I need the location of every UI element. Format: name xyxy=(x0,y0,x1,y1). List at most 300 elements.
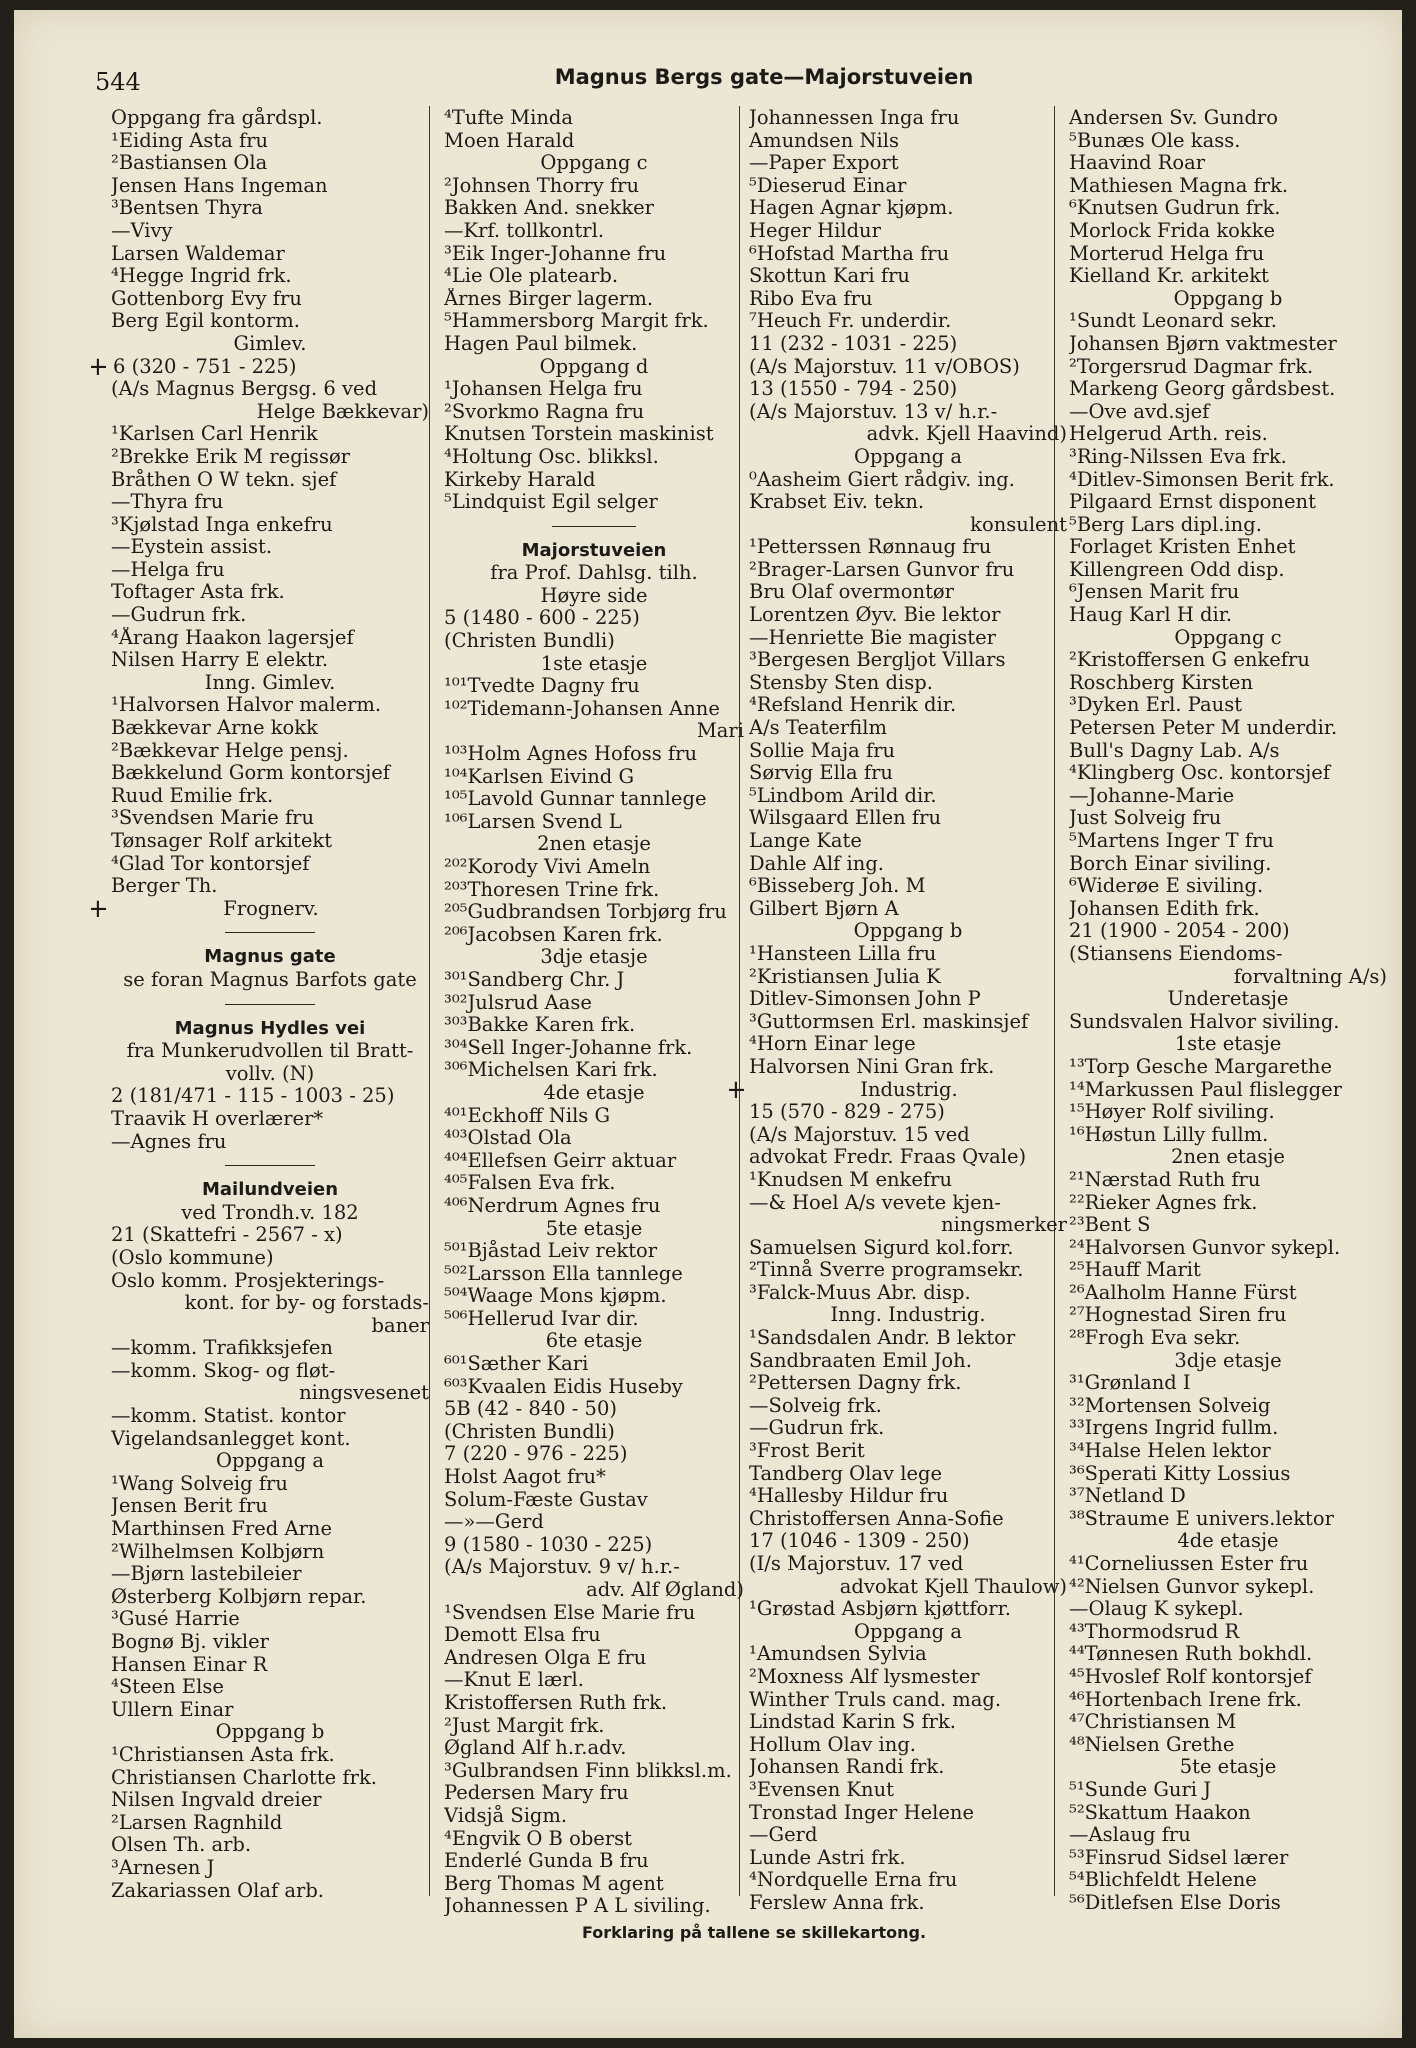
listing-line: ³⁰⁴Sell Inger-Johanne frk. xyxy=(444,1036,693,1059)
listing-line: Enderlé Gunda B fru xyxy=(444,1850,649,1873)
listing-line: ⁴Årang Haakon lagersjef xyxy=(111,626,354,649)
listing-line: Johansen Bjørn vaktmester xyxy=(1069,332,1337,355)
listing-line: ³Svendsen Marie fru xyxy=(111,807,315,830)
listing-line: ³⁶Sperati Kitty Lossius xyxy=(1069,1462,1291,1485)
listing-line: Halvorsen Nini Gran frk. xyxy=(749,1055,995,1078)
listing-line: ⁴⁰³Olstad Ola xyxy=(444,1127,572,1150)
listing-line: ²Johnsen Thorry fru xyxy=(444,174,640,197)
listing-line: Nilsen Harry E elektr. xyxy=(111,649,329,672)
listing-line: ³Dyken Erl. Paust xyxy=(1069,694,1243,717)
listing-line: Forlaget Kristen Enhet xyxy=(1069,536,1296,559)
listing-line: ³⁸Straume E univers.lektor xyxy=(1069,1507,1334,1530)
listing-line: Berg Egil kontorm. xyxy=(111,310,300,333)
listing-line: 13 (1550 - 794 - 250) xyxy=(749,378,958,401)
listing-line: Hansen Einar R xyxy=(111,1653,268,1676)
listing-line: Hagen Paul bilmek. xyxy=(444,332,638,355)
subheading-line: 4de etasje xyxy=(543,1081,645,1104)
listing-line: ¹⁰²Tidemann-Johansen Anne xyxy=(444,697,720,720)
listing-line: Lorentzen Øyv. Bie lektor xyxy=(749,604,1001,627)
listing-line: ²Brager-Larsen Gunvor fru xyxy=(749,558,1015,581)
listing-line: + 6 (320 - 751 - 225) xyxy=(91,356,429,379)
listing-line: Gilbert Bjørn A xyxy=(749,897,899,920)
subheading-line: Oppgang a xyxy=(216,1450,324,1473)
subheading-line: Oppgang a xyxy=(854,1620,962,1643)
listing-line: Bakken And. snekker xyxy=(444,197,655,220)
listing-line: 7 (220 - 976 - 225) xyxy=(444,1443,628,1466)
listing-line: ⁴Tufte Minda xyxy=(444,107,574,129)
listing-line: Kielland Kr. arkitekt xyxy=(1069,265,1269,288)
listing-line: Skottun Kari fru xyxy=(749,265,910,288)
listing-line: ⁴Engvik O B oberst xyxy=(444,1827,633,1850)
listing-line: ⁵Dieserud Einar xyxy=(749,174,907,197)
listing-line: Tronstad Inger Helene xyxy=(749,1801,975,1824)
listing-line: —Solveig frk. xyxy=(749,1394,882,1417)
listing-line: —Vivy xyxy=(111,219,173,242)
listing-line: Lange Kate xyxy=(749,830,862,852)
listing-line: ⁴⁰¹Eckhoff Nils G xyxy=(444,1104,611,1127)
listing-line: Nilsen Ingvald dreier xyxy=(111,1789,322,1812)
listing-line: ⁴Klingberg Osc. kontorsjef xyxy=(1069,762,1331,785)
listing-line: ⁴⁰⁶Nerdrum Agnes fru xyxy=(444,1194,661,1217)
listing-line: Andersen Sv. Gundro xyxy=(1069,107,1278,129)
listing-line: —Eystein assist. xyxy=(111,536,273,559)
listing-line: Petersen Peter M underdir. xyxy=(1069,717,1338,740)
listing-line: Wilsgaard Ellen fru xyxy=(749,807,942,830)
listing-line: ¹⁰³Holm Agnes Hofoss fru xyxy=(444,743,698,766)
listing-line: Kirkeby Harald xyxy=(444,468,596,491)
listing-line: —& Hoel A/s vevete kjen- xyxy=(749,1191,1001,1214)
listing-line: ⁴Lie Ole platearb. xyxy=(444,265,619,288)
listing-line: ⁴⁷Christiansen M xyxy=(1069,1711,1237,1734)
listing-line: ¹⁵Høyer Rolf siviling. xyxy=(1069,1101,1275,1124)
listing-line: ⁵⁰²Larsson Ella tannlege xyxy=(444,1262,683,1285)
listing-line: Demott Elsa fru xyxy=(444,1624,601,1647)
subheading-line: vollv. (N) xyxy=(225,1062,315,1085)
listing-line: ²⁰⁶Jacobsen Karen frk. xyxy=(444,923,663,946)
listing-line: Toftager Asta frk. xyxy=(111,581,285,604)
subheading-line: Oppgang a xyxy=(854,445,962,468)
listing-line: ¹Knudsen M enkefru xyxy=(749,1168,953,1191)
listing-line: ²¹Nærstad Ruth fru xyxy=(1069,1168,1261,1191)
listing-line: konsulent xyxy=(970,513,1067,536)
subheading-line: ved Trondh.v. 182 xyxy=(181,1201,359,1224)
listing-line: ²⁰³Thoresen Trine frk. xyxy=(444,878,660,901)
listing-line: —Aslaug fru xyxy=(1069,1824,1191,1847)
listing-line: Traavik H overlærer* xyxy=(111,1107,324,1130)
listing-line: ⁷Heuch Fr. underdir. xyxy=(749,310,952,333)
subheading-line: 2nen etasje xyxy=(1171,1146,1285,1169)
listing-line: ³⁰²Julsrud Aase xyxy=(444,991,592,1014)
listing-line: ⁴Steen Else xyxy=(111,1676,224,1699)
listing-line: ⁵Martens Inger T fru xyxy=(1069,830,1274,852)
listing-line: Bækkelund Gorm kontorsjef xyxy=(111,762,391,785)
listing-line: ¹⁰¹Tvedte Dagny fru xyxy=(444,675,640,698)
listing-line: ¹Christiansen Asta frk. xyxy=(111,1743,335,1766)
listing-line: ¹⁰⁶Larsen Svend L xyxy=(444,810,622,833)
listing-line: ³Bentsen Thyra xyxy=(111,197,263,220)
listing-line: ³Kjølstad Inga enkefru xyxy=(111,513,333,536)
listing-line: ¹Karlsen Carl Henrik xyxy=(111,423,318,446)
listing-line: —Bjørn lastebileier xyxy=(111,1563,302,1586)
subheading-line: Høyre side xyxy=(540,584,648,607)
listing-line: ³⁷Netland D xyxy=(1069,1485,1186,1508)
listing-line: ⁶Jensen Marit fru xyxy=(1069,581,1240,604)
listing-line: ⁴⁴Tønnesen Ruth bokhdl. xyxy=(1069,1643,1313,1666)
listing-line: —Agnes fru xyxy=(111,1130,227,1153)
listing-line: ¹Petterssen Rønnaug fru xyxy=(749,536,992,559)
listing-line: ³³Irgens Ingrid fullm. xyxy=(1069,1417,1279,1440)
footer-note: Forklaring på tallene se skillekartong. xyxy=(581,1923,927,1942)
listing-line: 17 (1046 - 1309 - 250) xyxy=(749,1530,970,1553)
listing-line: ⁴Holtung Osc. blikksl. xyxy=(444,445,659,468)
listing-line: ³⁰³Bakke Karen frk. xyxy=(444,1014,636,1037)
listing-line: Johannessen P A L siviling. xyxy=(444,1895,711,1918)
listing-line: —komm. Trafikksjefen xyxy=(111,1337,333,1360)
listing-line: Bråthen O W tekn. sjef xyxy=(111,468,337,491)
listing-line: Helgerud Arth. reis. xyxy=(1069,423,1268,446)
listing-line: Stensby Sten disp. xyxy=(749,671,933,694)
listing-line: —Olaug K sykepl. xyxy=(1069,1598,1244,1621)
listing-line: adv. Alf Øgland) xyxy=(586,1579,744,1601)
listing-line: Sandbraaten Emil Joh. xyxy=(749,1349,972,1372)
listing-line: Haavind Roar xyxy=(1069,152,1206,175)
listing-line: ²⁰²Korody Vivi Ameln xyxy=(444,856,651,878)
listing-line: ⁴²Nielsen Gunvor sykepl. xyxy=(1069,1575,1315,1598)
directory-page xyxy=(14,10,1402,2038)
listing-line: Markeng Georg gårdsbest. xyxy=(1069,378,1336,401)
listing-line: ⁶Widerøe E siviling. xyxy=(1069,875,1264,898)
listing-line: ²Kristiansen Julia K xyxy=(749,965,941,988)
listing-line: Holst Aagot fru* xyxy=(444,1466,606,1489)
listing-line: Ribo Eva fru xyxy=(749,287,873,310)
listing-line: ²Pettersen Dagny frk. xyxy=(749,1372,962,1395)
listing-line: ²²Rieker Agnes frk. xyxy=(1069,1191,1258,1214)
listing-line: ³Bergesen Bergljot Villars xyxy=(749,649,1006,672)
listing-line: ⁰Aasheim Giert rådgiv. ing. xyxy=(749,468,1015,491)
listing-line: ⁴¹Corneliussen Ester fru xyxy=(1069,1553,1309,1575)
listing-line: A/s Teaterfilm xyxy=(749,717,887,740)
listing-line: ³¹Grønland I xyxy=(1069,1372,1191,1395)
listing-line: Christiansen Charlotte frk. xyxy=(111,1766,377,1789)
listing-line: ⁴Refsland Henrik dir. xyxy=(749,694,957,717)
listing-line: Morlock Frida kokke xyxy=(1069,219,1276,242)
listing-line: —Ove avd.sjef xyxy=(1069,400,1210,423)
listing-line: Tønsager Rolf arkitekt xyxy=(111,830,333,852)
listing-line: ⁴⁸Nielsen Grethe xyxy=(1069,1733,1235,1756)
listing-line: (I/s Majorstuv. 17 ved xyxy=(749,1553,964,1575)
listing-line: ³Gusé Harrie xyxy=(111,1608,240,1631)
column-rule xyxy=(429,106,430,1896)
subheading-line: Inng. Gimlev. xyxy=(204,671,336,694)
listing-line: Berger Th. xyxy=(111,875,218,898)
subheading-line: 3dje etasje xyxy=(540,946,648,969)
listing-line: Tandberg Olav lege xyxy=(749,1462,943,1485)
subheading-line: fra Munkerudvollen til Bratt- xyxy=(126,1040,414,1063)
listing-line: —Thyra fru xyxy=(111,491,224,514)
listing-line: Heger Hildur xyxy=(749,219,881,242)
listing-line: ⁶⁰³Kvaalen Eidis Huseby xyxy=(444,1375,683,1398)
listing-line: —Gudrun frk. xyxy=(111,604,247,627)
listing-line: ⁴Hegge Ingrid frk. xyxy=(111,265,292,288)
listing-line: (Christen Bundli) xyxy=(444,630,615,653)
subheading-line: Oppgang d xyxy=(539,355,649,378)
listing-line: ²⁰⁵Gudbrandsen Torbjørg fru xyxy=(444,901,727,924)
listing-line: ¹⁰⁵Lavold Gunnar tannlege xyxy=(444,788,707,811)
listing-line: Bognø Bj. vikler xyxy=(111,1631,269,1653)
listing-line: ³Frost Berit xyxy=(749,1440,865,1463)
listing-line: ²Svorkmo Ragna fru xyxy=(444,400,645,423)
listing-line: ⁴³Thormodsrud R xyxy=(1069,1620,1240,1643)
listing-line: ²⁵Hauff Marit xyxy=(1069,1259,1201,1282)
listing-line: ⁶Hofstad Martha fru xyxy=(749,242,950,265)
listing-line: —Gudrun frk. xyxy=(749,1417,885,1440)
listing-line: (A/s Majorstuv. 13 v/ h.r.- xyxy=(749,400,998,423)
listing-line: 21 (Skattefri - 2567 - x) xyxy=(111,1224,343,1247)
listing-line: Bull's Dagny Lab. A/s xyxy=(1069,739,1280,762)
subheading-line: fra Prof. Dahlsg. tilh. xyxy=(490,562,698,585)
listing-line: (A/s Majorstuv. 11 v/OBOS) xyxy=(749,355,1020,378)
listing-line: ¹Johansen Helga fru xyxy=(444,378,643,401)
listing-line: Lunde Astri frk. xyxy=(749,1846,906,1869)
listing-line: 11 (232 - 1031 - 225) xyxy=(749,332,958,355)
listing-line: Gottenborg Evy fru xyxy=(111,287,302,310)
listing-line: (A/s Majorstuv. 15 ved xyxy=(749,1123,970,1146)
subheading-line: Oppgang b xyxy=(1173,287,1283,310)
running-head: Magnus Bergs gate—Majorstuveien xyxy=(554,65,974,89)
column-4 xyxy=(1069,107,1387,1915)
listing-line: ³⁴Halse Helen lektor xyxy=(1069,1440,1271,1463)
listing-line: 9 (1580 - 1030 - 225) xyxy=(444,1533,653,1556)
listing-line: ²Torgersrud Dagmar frk. xyxy=(1069,355,1314,378)
listing-line: ²Bastiansen Ola xyxy=(111,152,268,175)
listing-line: —Johanne-Marie xyxy=(1069,784,1235,807)
subheading-line: Underetasje xyxy=(1167,988,1289,1011)
listing-line: Østerberg Kolbjørn repar. xyxy=(111,1585,367,1608)
listing-line: Knutsen Torstein maskinist xyxy=(444,423,714,446)
listing-line: ²Tinnå Sverre programsekr. xyxy=(749,1259,1024,1282)
listing-line: ²Just Margit frk. xyxy=(444,1714,605,1737)
listing-line: Pilgaard Ernst disponent xyxy=(1069,491,1316,514)
listing-line: ²⁸Frogh Eva sekr. xyxy=(1069,1327,1241,1350)
listing-line: Winther Truls cand. mag. xyxy=(749,1688,1002,1711)
listing-line: Pedersen Mary fru xyxy=(444,1782,629,1805)
listing-line: Årnes Birger lagerm. xyxy=(444,287,654,310)
listing-line: ¹Wang Solveig fru xyxy=(111,1472,288,1495)
listing-line: ⁶⁰¹Sæther Kari xyxy=(444,1353,589,1376)
subheading-line: 4de etasje xyxy=(1177,1530,1279,1553)
street-heading: Mailundveien xyxy=(201,1179,339,1201)
listing-line: 21 (1900 - 2054 - 200) xyxy=(1069,920,1290,943)
subheading-line: Oppgang c xyxy=(1174,626,1282,649)
subheading-line: 3dje etasje xyxy=(1174,1349,1282,1372)
listing-line: ⁵Lindquist Egil selger xyxy=(444,491,658,514)
listing-line: ³²Mortensen Solveig xyxy=(1069,1394,1271,1417)
listing-line: ⁴⁶Hortenbach Irene frk. xyxy=(1069,1688,1302,1711)
listing-line: Solum-Fæste Gustav xyxy=(444,1488,648,1511)
listing-line: ²⁶Aalholm Hanne Fürst xyxy=(1069,1281,1297,1304)
listing-line: Kristoffersen Ruth frk. xyxy=(444,1691,668,1714)
listing-line: Amundsen Nils xyxy=(749,129,900,152)
listing-line: ⁶Bisseberg Joh. M xyxy=(749,875,926,898)
listing-line: (A/s Majorstuv. 9 v/ h.r.- xyxy=(444,1556,680,1579)
listing-line: Samuelsen Sigurd kol.forr. xyxy=(749,1236,1014,1259)
listing-line: ¹Hansteen Lilla fru xyxy=(749,942,937,965)
listing-line: —Henriette Bie magister xyxy=(749,626,996,649)
listing-line: (Christen Bundli) xyxy=(444,1420,615,1443)
listing-line: Krabset Eiv. tekn. xyxy=(749,491,925,514)
listing-line: ⁴Horn Einar lege xyxy=(749,1033,916,1056)
listing-line: Bækkevar Arne kokk xyxy=(111,717,318,740)
listing-line: Johannessen Inga fru xyxy=(749,107,960,129)
listing-line: ³Gulbrandsen Finn blikksl.m. xyxy=(444,1759,732,1782)
listing-line: ³Guttormsen Erl. maskinsjef xyxy=(749,1010,1029,1033)
listing-line: ³⁰¹Sandberg Chr. J xyxy=(444,968,625,991)
listing-line: ²Kristoffersen G enkefru xyxy=(1069,649,1310,672)
listing-line: —Helga fru xyxy=(111,558,225,581)
listing-line: ningsmerker xyxy=(941,1214,1067,1237)
listing-line: ¹Halvorsen Halvor malerm. xyxy=(111,694,382,717)
subheading-line: 5te etasje xyxy=(545,1217,643,1240)
listing-line: forvaltning A/s) xyxy=(1233,965,1387,988)
listing-line: ¹³Torp Gesche Margarethe xyxy=(1069,1055,1333,1078)
listing-line: —Gerd xyxy=(749,1824,818,1847)
column-2 xyxy=(444,107,744,1918)
listing-line: Dahle Alf ing. xyxy=(749,852,885,875)
listing-line: ¹Amundsen Sylvia xyxy=(749,1643,927,1666)
listing-line: Zakariassen Olaf arb. xyxy=(111,1879,325,1902)
listing-line: 5 (1480 - 600 - 225) xyxy=(444,607,640,630)
listing-line: Andresen Olga E fru xyxy=(444,1646,647,1669)
listing-line: Hagen Agnar kjøpm. xyxy=(749,197,954,220)
listing-line: ¹Sundt Leonard sekr. xyxy=(1069,310,1277,333)
subheading-line: + Industrig. xyxy=(729,1079,1067,1102)
listing-line: Hollum Olav ing. xyxy=(749,1733,917,1756)
section-divider xyxy=(111,920,429,946)
subheading-line: 5te etasje xyxy=(1179,1756,1277,1779)
subheading-line: 1ste etasje xyxy=(1174,1033,1282,1056)
listing-line: ⁵Hammersborg Margit frk. xyxy=(444,310,709,333)
listing-line: Oslo komm. Prosjekterings- xyxy=(111,1269,385,1292)
listing-line: ²⁷Hognestad Siren fru xyxy=(1069,1304,1287,1327)
listing-line: advokat Fredr. Fraas Qvale) xyxy=(749,1146,1027,1169)
listing-line: ⁵¹Sunde Guri J xyxy=(1069,1778,1212,1801)
listing-line: Olsen Th. arb. xyxy=(111,1834,252,1857)
listing-line: —komm. Statist. kontor xyxy=(111,1405,346,1428)
listing-line: ⁴⁰⁵Falsen Eva frk. xyxy=(444,1172,616,1195)
subheading-line: + Frognerv. xyxy=(91,898,429,921)
listing-line: Ruud Emilie frk. xyxy=(111,784,274,807)
listing-line: Sundsvalen Halvor siviling. xyxy=(1069,1010,1340,1033)
listing-line: Borch Einar siviling. xyxy=(1069,852,1272,875)
listing-line: ⁴Glad Tor kontorsjef xyxy=(111,852,310,875)
listing-line: 5B (42 - 840 - 50) xyxy=(444,1398,617,1421)
listing-line: Haug Karl H dir. xyxy=(1069,604,1233,627)
subheading-line: 2nen etasje xyxy=(537,833,651,856)
listing-line: Helge Bækkevar) xyxy=(256,400,429,423)
listing-line: Roschberg Kirsten xyxy=(1069,671,1254,694)
listing-line: ⁵Lindbom Arild dir. xyxy=(749,784,937,807)
listing-line: Sollie Maja fru xyxy=(749,739,896,762)
listing-line: (Stiansens Eiendoms- xyxy=(1069,942,1283,965)
listing-line: (A/s Magnus Bergsg. 6 ved xyxy=(111,378,378,401)
listing-line: 15 (570 - 829 - 275) xyxy=(749,1101,945,1124)
listing-line: ²⁴Halvorsen Gunvor sykepl. xyxy=(1069,1236,1341,1259)
listing-line: ¹Svendsen Else Marie fru xyxy=(444,1601,696,1624)
listing-line: ²Brekke Erik M regissør xyxy=(111,445,351,468)
listing-line: —komm. Skog- og fløt- xyxy=(111,1359,336,1382)
listing-line: ³Arnesen J xyxy=(111,1856,215,1879)
listing-line: ¹⁴Markussen Paul flislegger xyxy=(1069,1078,1342,1101)
subheading-line: Gimlev. xyxy=(233,332,307,355)
section-divider xyxy=(444,514,744,540)
listing-line: ³⁰⁶Michelsen Kari frk. xyxy=(444,1059,658,1082)
listing-line: ¹Sandsdalen Andr. B lektor xyxy=(749,1327,1016,1350)
listing-line: —Krf. tollkontrl. xyxy=(444,219,605,242)
listing-line: (Oslo kommune) xyxy=(111,1246,274,1269)
listing-line: ³Evensen Knut xyxy=(749,1778,894,1801)
listing-line: ⁶Knutsen Gudrun frk. xyxy=(1069,197,1281,220)
street-heading: Magnus gate xyxy=(204,946,336,968)
listing-line: Berg Thomas M agent xyxy=(444,1872,664,1895)
listing-line: Øgland Alf h.r.adv. xyxy=(444,1737,627,1760)
listing-line: advk. Kjell Haavind) xyxy=(866,423,1067,446)
subheading-line: 6te etasje xyxy=(545,1330,643,1353)
listing-line: advokat Kjell Thaulow) xyxy=(839,1575,1067,1598)
listing-line: baner xyxy=(371,1314,429,1337)
listing-line: Ferslew Anna frk. xyxy=(749,1891,925,1914)
listing-line: ⁵²Skattum Haakon xyxy=(1069,1801,1251,1824)
listing-line: Vigelandsanlegget kont. xyxy=(111,1427,351,1450)
listing-line: Jensen Berit fru xyxy=(111,1495,268,1518)
listing-line: ⁵³Finsrud Sidsel lærer xyxy=(1069,1846,1289,1869)
listing-line: ⁵⁰⁶Hellerud Ivar dir. xyxy=(444,1307,639,1330)
listing-line: Mathiesen Magna frk. xyxy=(1069,174,1289,197)
listing-line: Lindstad Karin S frk. xyxy=(749,1711,956,1734)
listing-line: Killengreen Odd disp. xyxy=(1069,558,1285,581)
listing-line: ⁴Nordquelle Erna fru xyxy=(749,1869,958,1892)
listing-line: ⁴Hallesby Hildur fru xyxy=(749,1485,949,1508)
street-heading: Majorstuveien xyxy=(521,539,667,561)
section-divider xyxy=(111,992,429,1018)
listing-line: ⁵⁶Ditlefsen Else Doris xyxy=(1069,1891,1281,1914)
listing-line: ²Larsen Ragnhild xyxy=(111,1811,283,1834)
subheading-line: Inng. Industrig. xyxy=(830,1304,986,1327)
listing-line: ³Ring-Nilssen Eva frk. xyxy=(1069,445,1287,468)
listing-line: Just Solveig fru xyxy=(1069,807,1222,830)
listing-line: ²³Bent S xyxy=(1069,1214,1151,1237)
listing-line: —Paper Export xyxy=(749,152,899,175)
listing-line: Morterud Helga fru xyxy=(1069,242,1265,265)
listing-line: Oppgang fra gårdspl. xyxy=(111,107,323,129)
listing-line: Larsen Waldemar xyxy=(111,242,285,265)
listing-line: ²Bækkevar Helge pensj. xyxy=(111,739,349,762)
listing-line: ⁴Ditlev-Simonsen Berit frk. xyxy=(1069,468,1335,491)
column-3 xyxy=(749,107,1067,1915)
listing-line: Vidsjå Sigm. xyxy=(444,1804,568,1827)
listing-line: ⁵⁰¹Bjåstad Leiv rektor xyxy=(444,1240,658,1263)
listing-line: ⁵Berg Lars dipl.ing. xyxy=(1069,513,1262,536)
listing-line: Mari xyxy=(696,720,744,743)
column-1 xyxy=(111,107,429,1902)
listing-line: ⁵⁴Blichfeldt Helene xyxy=(1069,1869,1257,1892)
listing-line: ¹Eiding Asta fru xyxy=(111,129,269,152)
listing-line: 2 (181/471 - 115 - 1003 - 25) xyxy=(111,1085,395,1108)
listing-line: Sørvig Ella fru xyxy=(749,762,893,785)
listing-line: ¹Grøstad Asbjørn kjøttforr. xyxy=(749,1598,1011,1621)
listing-line: ⁴⁵Hvoslef Rolf kontorsjef xyxy=(1069,1665,1312,1688)
listing-line: Ditlev-Simonsen John P xyxy=(749,988,981,1011)
listing-line: Marthinsen Fred Arne xyxy=(111,1518,332,1541)
